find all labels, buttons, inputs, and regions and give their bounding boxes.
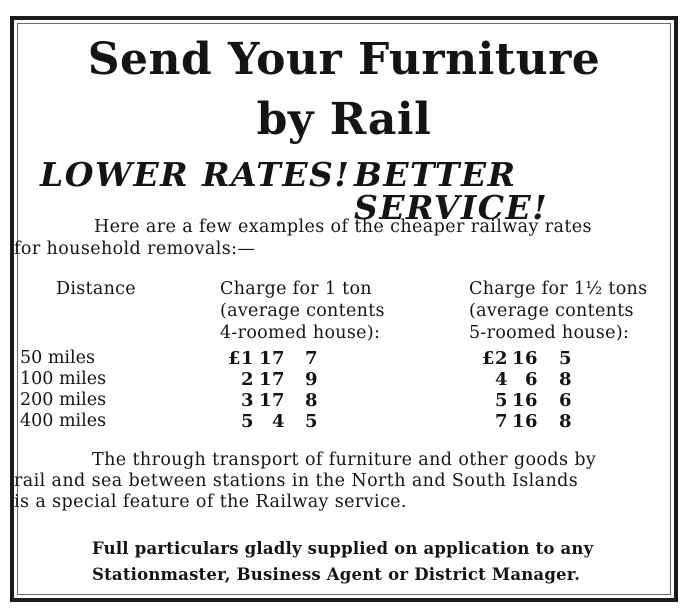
one-half-ton-pounds: 4 [494, 369, 508, 390]
one-ton-pounds: 3 [240, 390, 254, 411]
one-ton-pence: 9 [304, 369, 318, 390]
one-ton-shillings: 17 [259, 369, 286, 390]
one-ton-pence: 7 [304, 348, 318, 369]
through-transport-paragraph [14, 450, 674, 513]
column-header-one-ton-line-1: Charge for 1 ton [220, 279, 372, 299]
one-half-ton-shillings: 6 [524, 369, 538, 390]
one-half-ton-pence: 6 [558, 390, 572, 411]
one-half-ton-shillings: 16 [512, 390, 539, 411]
distance-cell: 400 miles [20, 411, 107, 431]
distance-cell: 100 miles [20, 369, 107, 389]
one-ton-pence: 5 [304, 411, 318, 432]
one-half-ton-shillings: 16 [512, 411, 539, 432]
headline-line-2: by Rail [256, 94, 432, 145]
column-header-one-ton-line-2: (average contents [220, 301, 385, 321]
one-ton-pounds: 5 [240, 411, 254, 432]
particulars-line-1: Full particulars gladly supplied on application to any [92, 539, 594, 558]
intro-paragraph [14, 216, 664, 260]
intro-line-2: for household removals:— [14, 239, 256, 259]
one-ton-shillings: 17 [259, 348, 286, 369]
distance-cell: 200 miles [20, 390, 107, 410]
slogan-lower-rates: LOWER RATES! [40, 155, 351, 194]
through-line-3: is a special feature of the Railway service. [14, 492, 407, 512]
one-ton-pence: 8 [304, 390, 318, 411]
through-line-2: rail and sea between stations in the North and South Islands [14, 471, 579, 491]
column-header-one-half-ton-line-3: 5-roomed house): [469, 323, 630, 343]
intro-line-1: Here are a few examples of the cheaper railway rates [94, 217, 592, 237]
table-row [14, 369, 664, 390]
column-header-one-half-ton-line-1: Charge for 1½ tons [469, 279, 648, 299]
particulars-line-2: Stationmaster, Business Agent or District Manager. [92, 565, 581, 584]
table-row [14, 411, 664, 432]
one-half-ton-pence: 8 [558, 411, 572, 432]
table-row [14, 348, 664, 369]
rates-table [14, 348, 664, 432]
one-half-ton-pounds: 5 [494, 390, 508, 411]
column-header-one-half-ton-line-2: (average contents [469, 301, 634, 321]
distance-cell: 50 miles [20, 348, 95, 368]
particulars-paragraph [14, 536, 674, 588]
one-ton-pounds: 2 [240, 369, 254, 390]
through-line-1: The through transport of furniture and other goods by [92, 450, 597, 470]
one-half-ton-pence: 5 [558, 348, 572, 369]
one-half-ton-shillings: 16 [512, 348, 539, 369]
one-half-ton-pounds: £2 [481, 348, 508, 369]
one-ton-pounds: £1 [227, 348, 254, 369]
one-half-ton-pence: 8 [558, 369, 572, 390]
headline-line-1: Send Your Furniture [87, 34, 601, 85]
column-header-one-ton [220, 278, 385, 344]
advertisement [10, 16, 678, 602]
slogan-better-service: BETTER SERVICE! [354, 155, 549, 227]
column-header-distance: Distance [56, 279, 136, 299]
one-ton-shillings: 17 [259, 390, 286, 411]
one-ton-shillings: 4 [271, 411, 285, 432]
column-header-one-ton-line-3: 4-roomed house): [220, 323, 381, 343]
column-header-one-half-ton [469, 278, 647, 344]
one-half-ton-pounds: 7 [494, 411, 508, 432]
table-row [14, 390, 664, 411]
